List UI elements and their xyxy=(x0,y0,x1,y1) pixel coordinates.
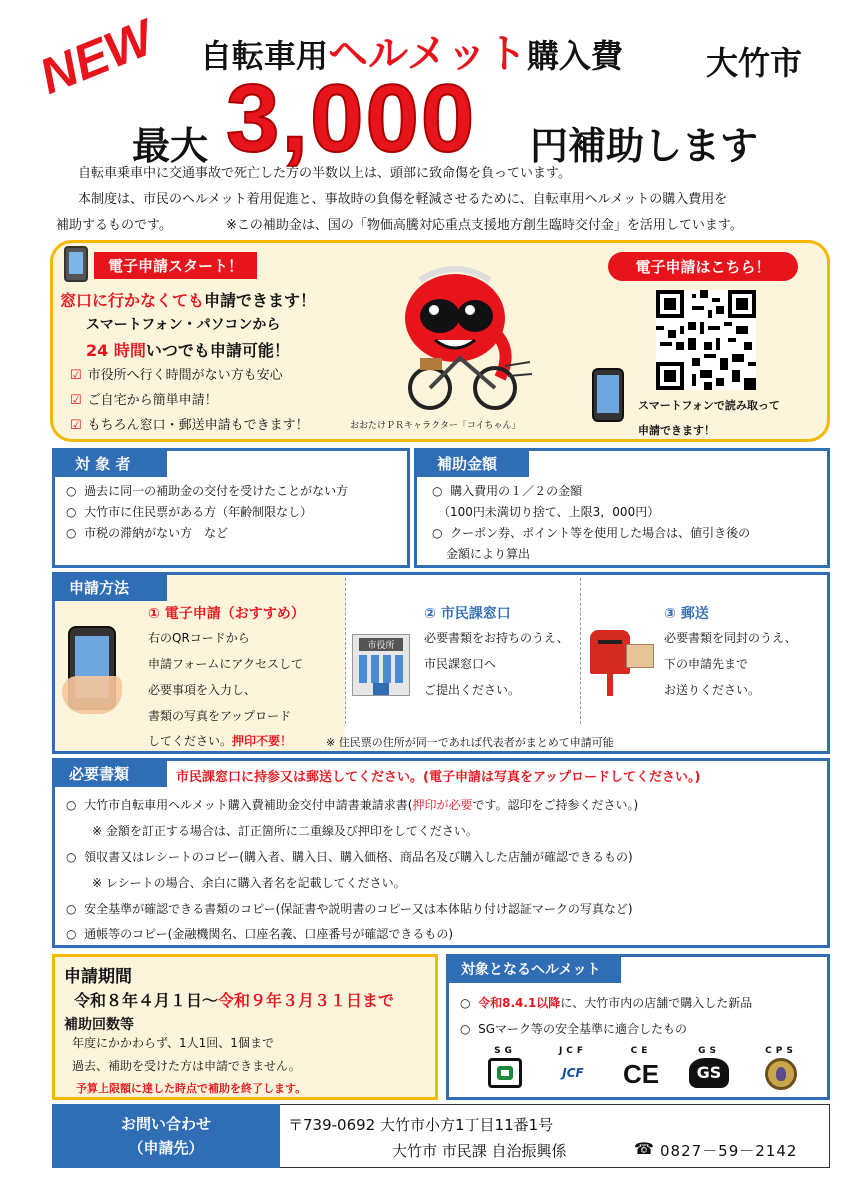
headline-black: 申請できます！ xyxy=(204,291,317,310)
period-header: 申請期間 xyxy=(64,967,132,987)
documents-header: 必要書類 xyxy=(55,761,167,787)
document-text: 大竹市自転車用ヘルメット購入費補助金交付申請書兼請求書( xyxy=(84,798,413,812)
option-3-title: ③ 郵送 xyxy=(664,606,709,622)
helmet-line-1 xyxy=(460,994,752,1011)
bullet-circle: ○ xyxy=(66,927,77,941)
option-1-line: 右のQRコードから xyxy=(148,631,250,645)
bullet-circle: ○ xyxy=(66,484,77,498)
title-pre: 自転車用 xyxy=(200,37,329,75)
document-item-2 xyxy=(66,848,633,865)
smartphone-icon xyxy=(64,246,88,282)
document-text: 通帳等のコピー(金融機関名、口座名義、口座番号が確認できるもの) xyxy=(84,927,454,941)
document-item-1 xyxy=(66,796,638,813)
document-seal-required: 押印が必要 xyxy=(412,798,473,812)
contact-dept: 大竹市 市民課 自治振興係 xyxy=(392,1142,567,1160)
apply-here-button[interactable]: 電子申請はこちら！ xyxy=(608,252,798,281)
bullet-circle: ○ xyxy=(66,526,77,540)
hand-shape xyxy=(62,676,122,714)
count-line-1: 年度にかかわらず、1人1回、1個まで xyxy=(72,1036,274,1050)
amount-text: クーポン券、ポイント等を使用した場合は、値引き後の xyxy=(450,526,751,540)
option-2-line: 必要書類をお持ちのうえ、 xyxy=(424,631,569,645)
option-1-line: 書類の写真をアップロード xyxy=(148,709,292,723)
period-end: 令和９年３月３１日まで xyxy=(218,991,395,1010)
document-text: です。認印をご持参ください。) xyxy=(472,798,639,812)
ce-mark-icon: CE CE xyxy=(616,1046,666,1090)
gs-mark-icon: GS GS xyxy=(684,1046,734,1088)
bullet-circle: ○ xyxy=(460,1022,471,1036)
bullet-circle: ○ xyxy=(460,996,471,1010)
phone-icon: ☎ xyxy=(634,1139,654,1158)
subsidy-text: 円補助します xyxy=(530,124,759,168)
city-name: 大竹市 xyxy=(706,44,803,82)
new-badge: NEW xyxy=(31,9,161,105)
bullet-circle: ○ xyxy=(66,798,77,812)
eligibility-item xyxy=(66,503,312,520)
option-1-title: ① 電子申請（おすすめ） xyxy=(148,606,305,622)
document-item-1-sub: ※ 金額を訂正する場合は、訂正箇所に二重線及び押印をしてください。 xyxy=(92,824,478,838)
method-note: ※ 住民票の住所が同一であれば代表者がまとめて申請可能 xyxy=(326,736,614,749)
document-text: 領収書又はレシートのコピー(購入者、購入日、購入価格、商品名及び購入した店舗が確認できるもの) xyxy=(84,850,633,864)
eligibility-item xyxy=(66,524,228,541)
qr-caption-2: 申請できます！ xyxy=(638,424,715,437)
contact-header xyxy=(52,1104,280,1168)
bullet-circle: ○ xyxy=(432,526,443,540)
divider xyxy=(345,578,346,724)
start-badge: 電子申請スタート！ xyxy=(94,252,257,279)
max-label: 最大 xyxy=(132,124,209,168)
helmet-text: SGマーク等の安全基準に適合したもの xyxy=(478,1022,688,1036)
amount-header: 補助金額 xyxy=(417,451,529,477)
phone-icon xyxy=(592,368,624,422)
mascot-koi-chan-illustration xyxy=(380,258,540,418)
document-text: 安全基準が確認できる書類のコピー(保証書や説明書のコピー又は本体貼り付け認証マークの写真など) xyxy=(84,902,633,916)
contact-phone[interactable]: 0827－59－2142 xyxy=(660,1142,798,1160)
method-header: 申請方法 xyxy=(55,575,167,601)
headline xyxy=(60,288,316,311)
package-icon xyxy=(626,644,654,668)
divider xyxy=(580,578,581,724)
check-item xyxy=(70,414,309,433)
period-dates xyxy=(74,988,394,1011)
option-1-last-text: してください。 xyxy=(148,734,233,748)
contact-address: 〒739-0692 大竹市小方1丁目11番1号 xyxy=(288,1116,554,1134)
intro-line-1: 自転車乗車中に交通事故で死亡した方の半数以上は、頭部に致命傷を負っています。 xyxy=(78,166,571,181)
contact-header-2: （申請先） xyxy=(128,1139,204,1157)
anytime-line xyxy=(86,338,290,361)
eligibility-text: 大竹市に住民票がある方（年齢制限なし） xyxy=(84,505,313,519)
no-seal-text: 押印不要！ xyxy=(232,734,293,748)
checkbox-icon: ☑ xyxy=(70,393,82,408)
city-hall-icon xyxy=(352,634,410,696)
bullet-circle: ○ xyxy=(66,902,77,916)
check-text: 市役所へ行く時間がない方も安心 xyxy=(87,368,283,383)
check-text: ご自宅から簡単申請！ xyxy=(87,393,218,408)
option-3-line: 下の申請先まで xyxy=(664,657,749,671)
contact-header-1: お問い合わせ xyxy=(120,1115,211,1133)
option-1-line: 申請フォームにアクセスして xyxy=(148,657,304,671)
mark-label: CPS xyxy=(765,1046,797,1056)
title-post: 購入費 xyxy=(526,37,623,75)
budget-note: 予算上限額に達した時点で補助を終了します。 xyxy=(76,1082,307,1095)
option-2-line: ご提出ください。 xyxy=(424,683,521,697)
mascot-caption: おおたけＰＲキャラクター「コイちゃん」 xyxy=(350,421,521,431)
mark-label: GS xyxy=(698,1046,720,1056)
option-3-line: お送りください。 xyxy=(664,683,761,697)
documents-header-note: 市民課窓口に持参又は郵送してください。(電子申請は写真をアップロードしてください。) xyxy=(176,770,701,785)
amount-text: 購入費用の１／２の金額 xyxy=(450,484,583,498)
mark-label: JCF xyxy=(558,1046,588,1056)
option-2-title: ② 市民課窓口 xyxy=(424,606,511,622)
option-3-line: 必要書類を同封のうえ、 xyxy=(664,631,797,645)
eligibility-text: 過去に同一の補助金の交付を受けたことがない方 xyxy=(84,484,349,498)
jcf-mark-icon: JCF JCF xyxy=(548,1046,598,1088)
option-1-line: 必要事項を入力し、 xyxy=(148,683,257,697)
eligibility-header: 対 象 者 xyxy=(55,451,167,477)
period-start: 令和８年４月１日～ xyxy=(74,991,219,1010)
option-2-line: 市民課窓口へ xyxy=(424,657,497,671)
headline-red: 窓口に行かなくても xyxy=(60,291,205,310)
amount-line-2: （100円未満切り捨て、上限3，000円） xyxy=(438,505,660,519)
intro-line-3: 補助するものです。 xyxy=(56,218,172,233)
check-item xyxy=(70,389,218,408)
anytime-black: いつでも申請可能！ xyxy=(145,341,290,360)
helmet-text: に、大竹市内の店舗で購入した新品 xyxy=(560,996,753,1010)
amount-line-4: 金額により算出 xyxy=(446,547,531,561)
devices-line: スマートフォン・パソコンから xyxy=(86,317,281,333)
amount: 3,000 xyxy=(226,65,477,172)
qr-code-icon[interactable] xyxy=(656,290,756,390)
checkbox-icon: ☑ xyxy=(70,368,82,383)
option-1-last xyxy=(148,732,292,749)
anytime-red: 24 時間 xyxy=(86,341,146,360)
helmet-date: 令和8.4.1以降 xyxy=(478,996,561,1010)
checkbox-icon: ☑ xyxy=(70,418,82,433)
cps-mark-icon xyxy=(756,1046,806,1090)
document-item-2-sub: ※ レシートの場合、余白に購入者名を記載してください。 xyxy=(92,876,406,890)
eligibility-text: 市税の滞納がない方 など xyxy=(84,526,229,540)
city-hall-sign: 市役所 xyxy=(359,638,403,651)
bullet-circle: ○ xyxy=(66,505,77,519)
document-item-3 xyxy=(66,900,633,917)
check-text: もちろん窓口・郵送申請もできます！ xyxy=(87,418,309,433)
eligibility-item xyxy=(66,482,348,499)
intro-note: ※この補助金は、国の「物価高騰対応重点支援地方創生臨時交付金」を活用しています。 xyxy=(226,218,743,233)
document-item-4 xyxy=(66,925,453,942)
qr-caption-1: スマートフォンで読み取って xyxy=(638,399,780,412)
count-header: 補助回数等 xyxy=(64,1017,134,1033)
amount-line-1 xyxy=(432,482,582,499)
bullet-circle: ○ xyxy=(432,484,443,498)
intro-line-2: 本制度は、市民のヘルメット着用促進と、事故時の負傷を軽減させるために、自転車用ヘルメットの購入費用を xyxy=(78,192,728,207)
bullet-circle: ○ xyxy=(66,850,77,864)
count-line-2: 過去、補助を受けた方は申請できません。 xyxy=(72,1059,301,1073)
check-item xyxy=(70,364,283,383)
mark-label: CE xyxy=(630,1046,652,1056)
helmet-header: 対象となるヘルメット xyxy=(449,957,621,983)
helmet-line-2 xyxy=(460,1020,687,1037)
sg-mark-icon xyxy=(480,1046,530,1088)
amount-line-3 xyxy=(432,524,750,541)
mark-label: SG xyxy=(494,1046,516,1056)
title-helmet: ヘルメット xyxy=(328,31,527,77)
